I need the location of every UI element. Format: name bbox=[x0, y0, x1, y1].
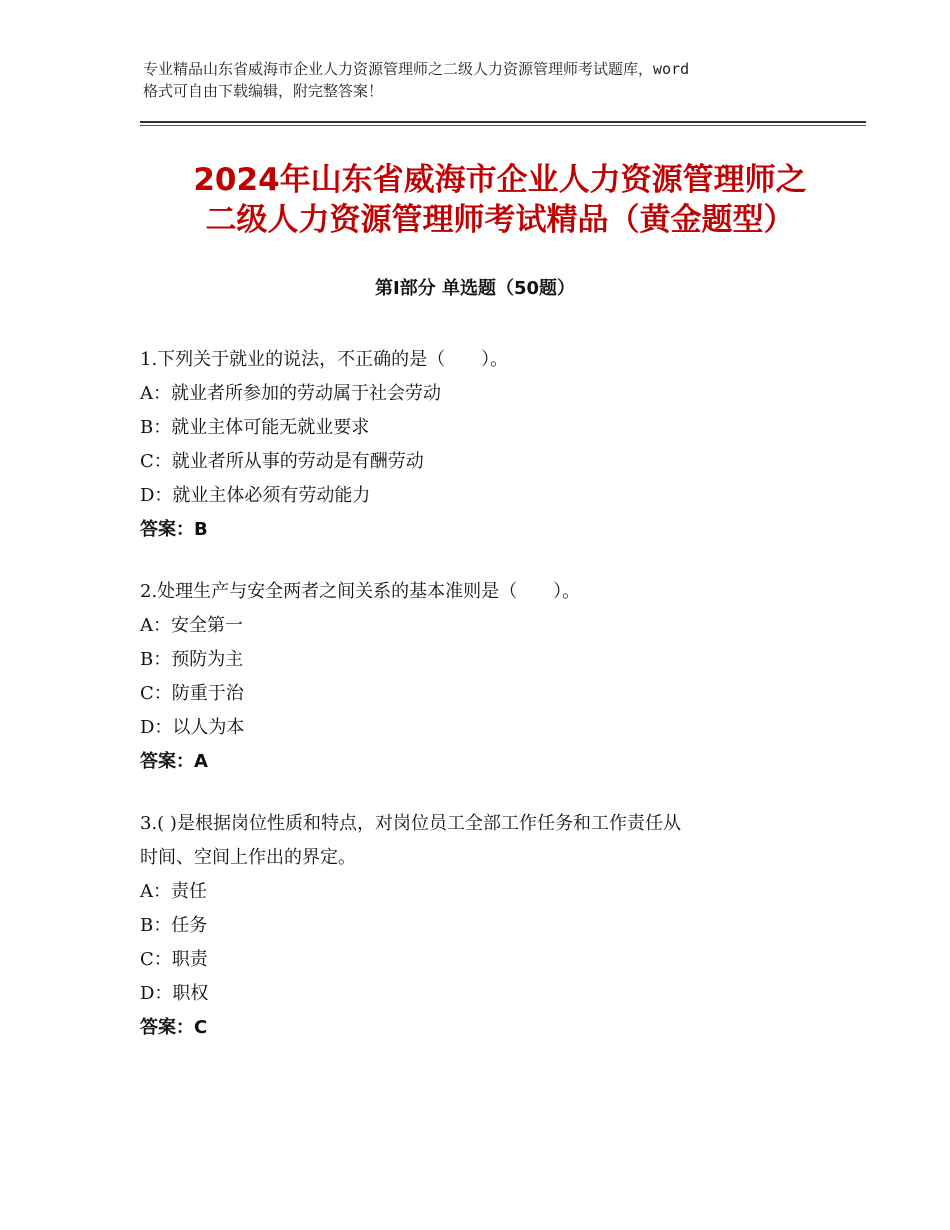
option-a: A：就业者所参加的劳动属于社会劳动 bbox=[140, 383, 441, 404]
option-b: B：任务 bbox=[140, 915, 208, 936]
answer: 答案：C bbox=[140, 1017, 208, 1038]
option-d: D：职权 bbox=[140, 983, 209, 1004]
question-list bbox=[140, 343, 820, 1073]
header-note-line-2: 格式可自由下载编辑，附完整答案！ bbox=[143, 82, 384, 100]
header-note bbox=[143, 58, 823, 102]
document-title bbox=[140, 160, 860, 240]
header-divider-thick bbox=[140, 121, 866, 123]
question-1 bbox=[140, 343, 820, 547]
option-c: C：职责 bbox=[140, 949, 208, 970]
option-b: B：预防为主 bbox=[140, 649, 244, 670]
answer: 答案：A bbox=[140, 751, 208, 772]
question-3 bbox=[140, 807, 820, 1045]
question-stem: 2.处理生产与安全两者之间关系的基本准则是（ ）。 bbox=[140, 581, 581, 602]
question-stem: 1.下列关于就业的说法，不正确的是（ ）。 bbox=[140, 349, 509, 370]
section-title: 第Ⅰ部分 单选题（50题） bbox=[374, 278, 575, 299]
answer: 答案：B bbox=[140, 519, 208, 540]
question-stem-line-2: 时间、空间上作出的界定。 bbox=[140, 847, 356, 868]
document-title-line-1: 2024年山东省威海市企业人力资源管理师之 bbox=[193, 162, 807, 198]
header-note-line-1: 专业精品山东省威海市企业人力资源管理师之二级人力资源管理师考试题库，word bbox=[143, 60, 690, 78]
option-b: B：就业主体可能无就业要求 bbox=[140, 417, 370, 438]
header-divider-thin bbox=[140, 125, 866, 126]
document-title-line-2: 二级人力资源管理师考试精品（黄金题型） bbox=[205, 202, 795, 238]
option-a: A：责任 bbox=[140, 881, 207, 902]
option-d: D：就业主体必须有劳动能力 bbox=[140, 485, 371, 506]
option-c: C：就业者所从事的劳动是有酬劳动 bbox=[140, 451, 424, 472]
option-d: D：以人为本 bbox=[140, 717, 245, 738]
option-c: C：防重于治 bbox=[140, 683, 244, 704]
question-2 bbox=[140, 575, 820, 779]
option-a: A：安全第一 bbox=[140, 615, 243, 636]
question-stem-line-1: 3.( )是根据岗位性质和特点，对岗位员工全部工作任务和工作责任从 bbox=[140, 813, 681, 834]
